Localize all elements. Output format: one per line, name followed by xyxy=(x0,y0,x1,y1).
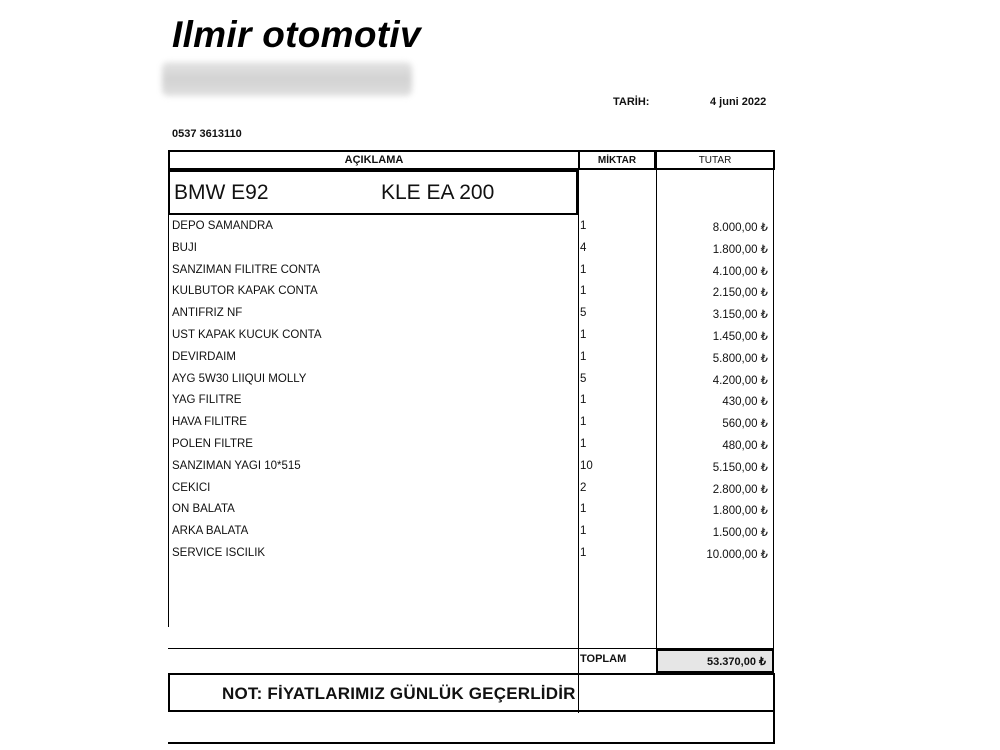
total-label: TOPLAM xyxy=(580,653,627,665)
item-description: SANZIMAN YAGI 10*515 xyxy=(172,459,301,472)
item-description: ANTIFRIZ NF xyxy=(172,307,243,320)
footer-box xyxy=(168,712,775,744)
item-amount: 5.800,00 ₺ xyxy=(712,352,768,365)
item-amount: 430,00 ₺ xyxy=(722,396,768,409)
item-description: AYG 5W30 LIIQUI MOLLY xyxy=(172,372,307,385)
table-left-border xyxy=(168,215,169,627)
vehicle-plate: KLE EA 200 xyxy=(381,181,495,204)
item-description: CEKICI xyxy=(172,481,211,494)
table-row xyxy=(170,412,772,434)
item-amount: 1.800,00 ₺ xyxy=(712,243,768,256)
item-amount: 10.000,00 ₺ xyxy=(706,549,768,561)
item-quantity: 1 xyxy=(580,263,587,276)
table-row xyxy=(170,390,772,412)
redacted-address xyxy=(162,62,412,96)
vehicle-model: BMW E92 xyxy=(174,181,269,204)
table-row xyxy=(170,499,772,521)
item-quantity: 1 xyxy=(580,416,587,429)
item-amount: 3.150,00 ₺ xyxy=(712,309,768,322)
table-row xyxy=(170,347,772,369)
phone-number: 0537 3613110 xyxy=(172,128,242,140)
column-header-amount: TUTAR xyxy=(655,150,775,170)
item-amount: 1.500,00 ₺ xyxy=(712,527,768,540)
item-description: BUJI xyxy=(172,241,197,254)
item-description: ARKA BALATA xyxy=(172,525,249,538)
column-header-description: AÇIKLAMA xyxy=(168,150,580,170)
item-quantity: 5 xyxy=(580,307,587,320)
item-description: UST KAPAK KUCUK CONTA xyxy=(172,329,322,341)
note-box xyxy=(168,673,775,712)
item-quantity: 1 xyxy=(580,350,587,363)
item-description: KULBUTOR KAPAK CONTA xyxy=(172,285,318,298)
table-row xyxy=(170,325,772,347)
item-description: POLEN FILTRE xyxy=(172,438,253,450)
item-amount: 8.000,00 ₺ xyxy=(712,222,768,234)
table-row xyxy=(170,303,772,325)
item-quantity: 1 xyxy=(580,285,587,298)
table-row xyxy=(170,260,772,282)
table-row xyxy=(170,369,772,391)
total-value: 53.370,00 ₺ xyxy=(656,649,774,673)
item-quantity: 5 xyxy=(580,372,587,385)
item-description: DEVIRDAIM xyxy=(172,350,236,363)
item-amount: 560,00 ₺ xyxy=(722,418,768,431)
company-name: Ilmir otomotiv xyxy=(172,14,421,55)
price-validity-note: NOT: FİYATLARIMIZ GÜNLÜK GEÇERLİDİR xyxy=(222,684,576,703)
date-label: TARİH: xyxy=(613,96,650,108)
item-description: SERVICE ISCILIK xyxy=(172,547,266,559)
table-row xyxy=(170,238,772,260)
vehicle-box xyxy=(168,170,578,215)
table-row xyxy=(170,478,772,500)
table-row xyxy=(170,281,772,303)
item-amount: 5.150,00 ₺ xyxy=(712,461,768,474)
item-quantity: 1 xyxy=(580,503,587,516)
table-row xyxy=(170,216,772,238)
item-quantity: 1 xyxy=(580,525,587,538)
column-header-quantity: MİKTAR xyxy=(578,150,656,170)
table-row xyxy=(170,521,772,543)
item-amount: 2.150,00 ₺ xyxy=(712,287,768,300)
item-description: ON BALATA xyxy=(172,503,235,516)
item-quantity: 2 xyxy=(580,481,587,494)
item-amount: 480,00 ₺ xyxy=(722,440,768,452)
table-row xyxy=(170,456,772,478)
date-value: 4 juni 2022 xyxy=(710,96,767,108)
table-right-border xyxy=(773,170,774,650)
item-amount: 4.200,00 ₺ xyxy=(712,374,768,387)
item-amount: 4.100,00 ₺ xyxy=(712,265,768,278)
item-description: HAVA FILITRE xyxy=(172,416,247,429)
item-description: YAG FILITRE xyxy=(172,394,242,407)
item-quantity: 1 xyxy=(580,329,587,341)
item-quantity: 1 xyxy=(580,547,587,559)
item-description: DEPO SAMANDRA xyxy=(172,220,273,232)
table-row xyxy=(170,434,772,456)
item-quantity: 10 xyxy=(580,459,593,472)
table-row xyxy=(170,543,772,565)
item-quantity: 1 xyxy=(580,438,587,450)
item-quantity: 4 xyxy=(580,241,587,254)
item-quantity: 1 xyxy=(580,394,587,407)
item-description: SANZIMAN FILITRE CONTA xyxy=(172,263,321,276)
item-amount: 1.450,00 ₺ xyxy=(712,331,768,343)
item-amount: 1.800,00 ₺ xyxy=(712,505,768,518)
item-quantity: 1 xyxy=(580,220,587,232)
item-amount: 2.800,00 ₺ xyxy=(712,483,768,496)
